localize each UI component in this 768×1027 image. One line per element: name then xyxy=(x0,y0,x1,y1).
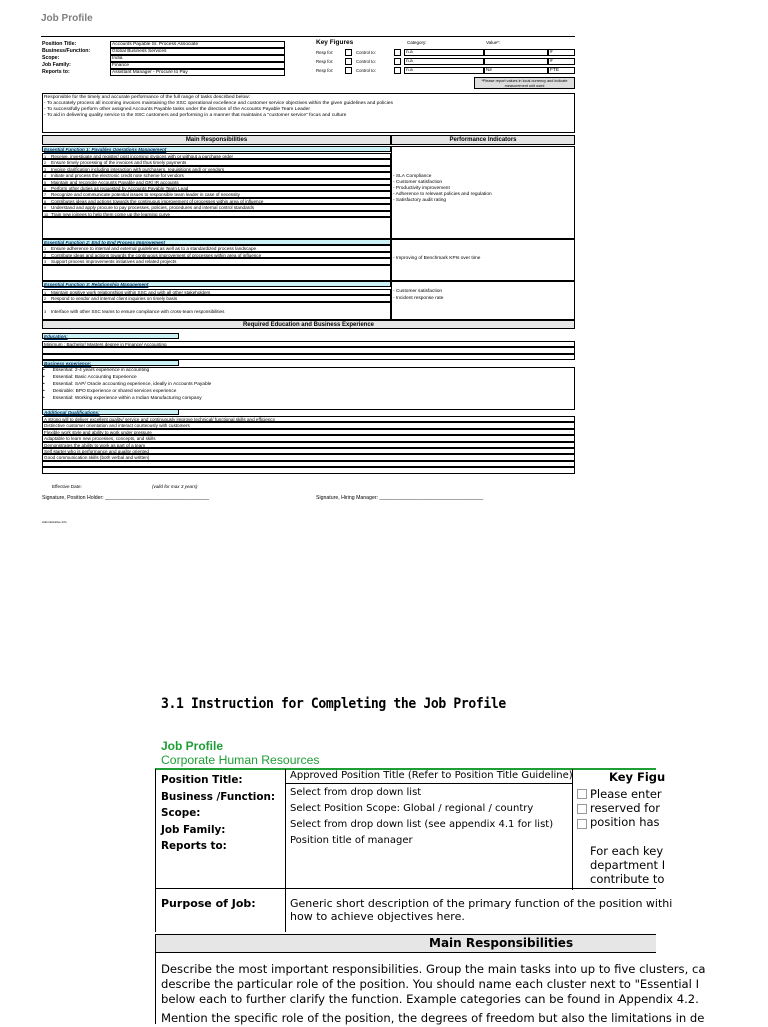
table-row: 3 Interface with other SSC teams to ensure compliance with cross-team responsibilities xyxy=(42,302,391,320)
resp-item: Respond to vendor and internal client inquiries on timely basis xyxy=(51,296,178,302)
resp-item: Ensure adherence to internal and external guidelines as well as to a standardized process landscape xyxy=(51,246,257,252)
category-header: Category: xyxy=(407,40,427,45)
jp-purpose-line: Generic short description of the primary function of the position withi xyxy=(290,897,673,910)
jp-scope-value: Select Position Scope: Global / regional / country xyxy=(290,803,534,814)
experience-item: • Essential: 2-4 years experience in accounting xyxy=(43,368,150,373)
admin-info: Administrative Info xyxy=(42,520,67,524)
resp-item: Invoice clarification including interaction with purchasers, requisitions and/ or vendors xyxy=(51,166,225,172)
valid-note: (valid for max 3 years) xyxy=(152,484,198,489)
education-title-text: Education: xyxy=(44,334,68,339)
resp-item: Receive, investigate and register/ post incoming invoices with or without a purchase order xyxy=(51,154,234,159)
experience-item: • Essential: Working experience within a Indian Manufacturing company xyxy=(43,396,202,401)
jp-position-title-label: Position Title: xyxy=(161,774,243,786)
control-checkbox[interactable] xyxy=(394,58,401,65)
value-note: *Please report values in local currency and indicate measurement unit used xyxy=(474,77,575,89)
resp-item: Contribute ideas and actions towards the continuous improvement of processes within area of influence xyxy=(51,252,262,258)
additional-qualifications-title-text: Additional Qualifications: xyxy=(44,410,100,415)
table-row: 2 Ensure timely processing of the invoices and thus timely payments xyxy=(42,159,391,165)
experience-item: • Essential: Basic Accounting Experience xyxy=(43,375,137,380)
resp-item: Maintain and reconcile Accounts Payable and GR/ IR accounts xyxy=(51,179,179,185)
table-row xyxy=(42,265,391,281)
jp-family-label: Job Family: xyxy=(161,824,226,836)
education-text: Minimum : Bachelor/ Masters degree in Finance/ Accounting xyxy=(44,342,167,347)
table-row: 7 Recognize and communicate potential issues to responsible team leader in case of necessity xyxy=(42,191,391,197)
indicator: - Satisfactory audit rating xyxy=(393,198,447,203)
required-education-header: Required Education and Business Experience xyxy=(42,320,575,329)
table-row: 8 Contributes ideas and actions towards the continuous improvement of processes within area of influence xyxy=(42,198,391,204)
effective-date-label: Effective Date: xyxy=(52,484,82,489)
jp-checkbox[interactable] xyxy=(577,789,587,799)
control-checkbox[interactable] xyxy=(394,67,401,74)
function-1-title xyxy=(42,146,391,152)
resp-checkbox[interactable] xyxy=(345,58,352,65)
indicator: - Adherence to relevant policies and regulation xyxy=(393,192,492,197)
jp-scope-label: Scope: xyxy=(161,807,201,819)
jp-right-text: reserved for xyxy=(590,801,660,815)
scope-label: Scope: xyxy=(42,55,60,61)
main-responsibilities-header: Main Responsibilities xyxy=(42,135,391,145)
qualification-item: Distinctive customer orientation and interact courteously with customers xyxy=(44,423,190,429)
position-title-label: Position Title: xyxy=(42,41,77,47)
unit-field[interactable]: # xyxy=(548,58,575,65)
performance-indicators-header: Performance Indicators xyxy=(391,135,575,145)
table-row: 4 Initiate and process the electronic credit note scheme for vendors xyxy=(42,172,391,178)
page-title: Job Profile xyxy=(41,13,93,24)
function-1-title-text: Essential Function 1: Payables Operations Management xyxy=(44,147,167,152)
jp-reports-value: Position title of manager xyxy=(290,835,413,846)
col-divider xyxy=(155,953,156,1024)
resp-item: Interface with other SSC teams to ensure compliance with cross-team responsibilities xyxy=(51,308,225,314)
col-divider xyxy=(285,769,286,890)
jp-main-resp-bar xyxy=(155,934,656,953)
indicator: - Improving of Benchmark KPIs over time xyxy=(393,256,481,261)
resp-item: Contributes ideas and actions towards the continuous improvement of processes within area of influence xyxy=(51,198,264,204)
category-field[interactable]: n.a xyxy=(404,49,484,56)
reports-to-label: Reports to: xyxy=(42,69,70,75)
jp-position-title-value: Approved Position Title (Refer to Position Title Guideline) xyxy=(290,770,573,781)
table-row: 1 Maintain positive work relationships within SSC and with all other stakeholders xyxy=(42,289,391,295)
business-experience-title xyxy=(42,360,179,366)
indicator: - Customer satisfaction xyxy=(393,289,443,294)
function-2-title-text: Essential Function 2: End to End Process Improvement xyxy=(44,240,165,245)
resp-item: Understand and apply procure to pay processes, policies, procedures and internal control standards xyxy=(51,205,255,211)
table-row: 5 Maintain and reconcile Accounts Payable and GR/ IR accounts xyxy=(42,179,391,185)
purpose-line: Responsible for the timely and accurate performance of the full range of tasks described below: xyxy=(44,95,251,100)
resp-label: Resp for: xyxy=(316,68,334,73)
jp-reports-label: Reports to: xyxy=(161,840,227,852)
value-field[interactable] xyxy=(484,49,548,56)
jp-purpose-text xyxy=(290,897,673,923)
jp-right-text: For each key xyxy=(590,844,664,858)
experience-item: • Essential: SAP/ Oracle accounting experience, ideally in Accounts Payable xyxy=(43,382,212,387)
table-row xyxy=(42,217,391,239)
value-header: Value*: xyxy=(486,40,501,45)
jp-desc-line: below each to further clarify the function. Example categories can be found in Appendix 4.2. xyxy=(161,992,699,1006)
category-field[interactable]: n.a xyxy=(404,67,484,74)
resp-label: Resp for: xyxy=(316,59,334,64)
unit-field[interactable]: # xyxy=(548,49,575,56)
resp-item: Train new joinees to help them come up the learning curve xyxy=(51,211,171,217)
jp-purpose-line: how to achieve objectives here. xyxy=(290,910,465,923)
purpose-line: - To successfully perform other assigned Accounts Payable tasks under the direction of the Accounts Payable Team Leader xyxy=(44,107,310,112)
jp-desc-line: Describe the most important responsibilities. Group the main tasks into up to five clusters, ca xyxy=(161,962,706,976)
unit-field[interactable]: FTE xyxy=(548,67,575,74)
jp-main-resp-title: Main Responsibilities xyxy=(429,936,574,950)
resp-item: Initiate and process the electronic credit note scheme for vendors xyxy=(51,173,184,179)
value-field[interactable] xyxy=(484,58,548,65)
key-figures-title: Key Figures xyxy=(316,39,354,46)
resp-item: Maintain positive work relationships within SSC and with all other stakeholders xyxy=(51,290,211,295)
jp-title: Job Profile xyxy=(161,739,224,753)
resp-checkbox[interactable] xyxy=(345,49,352,56)
function-3-title-text: Essential Function 3: Relationship Management xyxy=(44,282,149,287)
resp-item: Support process improvements initiatives and related projects xyxy=(51,259,177,265)
indicator: - Incident response rate xyxy=(393,296,444,301)
col-divider xyxy=(572,769,573,890)
jp-business-label: Business /Function: xyxy=(161,791,276,803)
resp-label: Resp for: xyxy=(316,50,334,55)
qualification-item: Adaptable to learn new processes, concepts, and skills xyxy=(44,436,156,442)
jp-right-text: Please enter xyxy=(590,787,662,801)
qualification-item: A strong will to deliver excellent quality/ service and continuously improve technical/ functional skills and efficiency xyxy=(44,417,275,422)
table-row: 6 Perform other duties as requested by Accounts Payable Team Lead xyxy=(42,185,391,191)
experience-item: • Desirable: BPO Experience or shared services experience xyxy=(43,389,177,394)
jp-purpose-label: Purpose of Job: xyxy=(161,897,256,910)
education-title xyxy=(42,333,179,339)
table-row: 3 Invoice clarification including interaction with purchasers, requisitions and/ or vendors xyxy=(42,166,391,172)
jp-key-figures-label: Key Figu xyxy=(609,770,666,784)
jp-desc-line: Mention the specific role of the position, the degrees of freedom but also the limitations in de xyxy=(161,1011,705,1025)
table-row: 1 Ensure adherence to internal and external guidelines as well as to a standardized process landscape xyxy=(42,245,391,251)
jp-subtitle: Corporate Human Resources xyxy=(161,753,320,767)
table-row: 1 Receive, investigate and register/ post incoming invoices with or without a purchase order xyxy=(42,153,391,159)
purpose-line: - To accurately process all incoming invoices maintaining the SSC operational excellence and customer service objectives within the given guidelines and policies xyxy=(44,101,393,106)
table-row xyxy=(42,467,575,473)
resp-item: Recognize and communicate potential issues to responsible team leader in case of necessity xyxy=(51,192,240,198)
jp-checkbox[interactable] xyxy=(577,819,587,829)
jp-business-value: Select from drop down list xyxy=(290,787,422,798)
top-rule xyxy=(41,36,575,37)
additional-qualifications-title xyxy=(42,409,179,415)
table-row: 2 Respond to vendor and internal client inquiries on timely basis xyxy=(42,295,391,301)
control-label: Control to: xyxy=(356,68,376,73)
col-divider xyxy=(285,889,286,932)
reports-to-field[interactable]: Assistant Manager - Procure to Pay xyxy=(110,69,285,76)
purpose-line: - To aid in delivering quality service to the SSC customers and performing in a manner that maintains a "customer service" focus and culture xyxy=(44,113,347,118)
indicator: - SLA Compliance xyxy=(393,174,432,179)
table-row: 9 Understand and apply procure to pay processes, policies, procedures and internal control standards xyxy=(42,204,391,210)
jp-right-text: contribute to xyxy=(590,872,665,886)
jp-right-text: department I xyxy=(590,858,666,872)
job-family-field[interactable]: Finance xyxy=(110,62,285,69)
category-field[interactable]: n.a xyxy=(404,58,484,65)
control-checkbox[interactable] xyxy=(394,49,401,56)
business-function-field[interactable]: Global Business Services xyxy=(110,48,285,55)
signature-hiring-manager[interactable]: Signature, Hiring Manager: ____________________________________ xyxy=(316,495,484,501)
business-experience-title-text: Business experience: xyxy=(44,361,92,366)
jp-right-text: position has xyxy=(590,815,660,829)
qualification-item: Flexible work style and ability to work under pressure xyxy=(44,429,152,435)
control-label: Control to: xyxy=(356,59,376,64)
resp-item: Ensure timely processing of the invoices and thus timely payments xyxy=(51,160,187,166)
indicator: - Customer satisfaction xyxy=(393,180,443,185)
jp-checkbox[interactable] xyxy=(577,804,587,814)
value-field[interactable]: Nil xyxy=(484,67,548,74)
jp-desc-line: describe the particular role of the position. You should name each cluster next to "Essential I xyxy=(161,977,699,991)
qualification-item: Good communication skills (both verbal and written) xyxy=(44,455,150,461)
table-row: 2 Contribute ideas and actions towards the continuous improvement of processes within area of influence xyxy=(42,252,391,258)
qualification-item: Demonstrates the ability to work as part of a team xyxy=(44,442,146,448)
indicator: - Productivity improvement xyxy=(393,186,450,191)
scope-field[interactable]: India xyxy=(110,55,285,62)
qualification-item: Self starter who is performance and quality oriented xyxy=(44,449,149,454)
table-row: 3 Support process improvements initiatives and related projects xyxy=(42,258,391,264)
function-3-title xyxy=(42,281,391,287)
purpose-box xyxy=(42,93,575,133)
table-row: 10 Train new joinees to help them come up the learning curve xyxy=(42,211,391,217)
control-label: Control to: xyxy=(356,50,376,55)
job-family-label: Job Family: xyxy=(42,62,71,68)
instructions-title: 3.1 Instruction for Completing the Job Profile xyxy=(161,696,506,712)
position-title-field[interactable]: Accounts Payable Sr. Process Associate xyxy=(110,41,285,48)
resp-checkbox[interactable] xyxy=(345,67,352,74)
resp-item: Perform other duties as requested by Accounts Payable Team Lead xyxy=(51,186,189,191)
business-function-label: Business/Function: xyxy=(42,48,91,54)
jp-family-value: Select from drop down list (see appendix 4.1 for list) xyxy=(290,819,554,830)
signature-position-holder[interactable]: Signature, Position Holder: ____________________________________ xyxy=(42,495,210,501)
